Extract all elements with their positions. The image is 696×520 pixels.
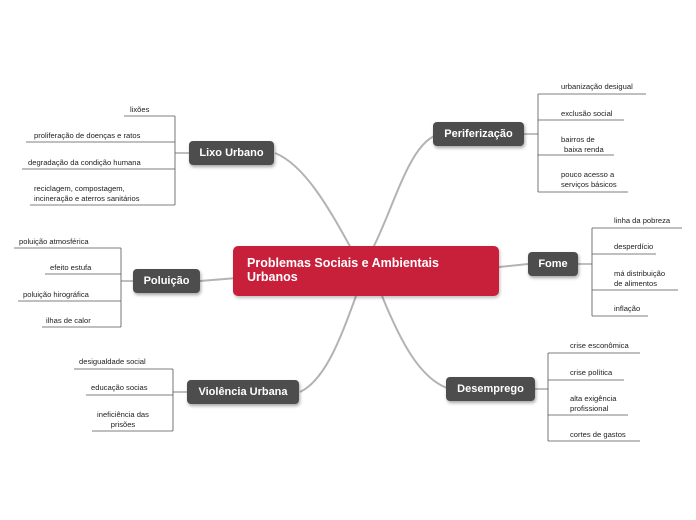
- leaf-line: má distribuição: [614, 269, 666, 278]
- leaf-pouco-acesso[interactable]: [561, 170, 617, 189]
- leaf-line: ineficiência das: [97, 410, 149, 419]
- leaf-line: prisões: [110, 419, 136, 429]
- connector-violencia: [300, 296, 356, 392]
- leaf-line: incineração e aterros sanitários: [34, 193, 140, 203]
- topic-label: Lixo Urbano: [199, 147, 264, 159]
- topic-poluicao[interactable]: [133, 269, 200, 293]
- connector-periferizacao: [372, 134, 440, 250]
- leaf-urbanizacao-desigual[interactable]: urbanização desigual: [561, 82, 633, 91]
- leaf-degradacao[interactable]: degradação da condição humana: [28, 158, 141, 167]
- topic-desemprego[interactable]: [446, 377, 535, 401]
- leaf-desigualdade-social[interactable]: desigualdade social: [79, 357, 146, 366]
- leaf-alta-exigencia[interactable]: [570, 394, 616, 413]
- leaf-line: reciclagem, compostagem,: [34, 184, 125, 193]
- topic-lixo-urbano[interactable]: [189, 141, 274, 165]
- connector-poluicao: [200, 278, 237, 281]
- leaf-exclusao-social[interactable]: exclusão social: [561, 109, 613, 118]
- connector-lixo: [275, 153, 352, 250]
- topic-periferizacao[interactable]: [433, 122, 524, 146]
- connector-fome: [499, 264, 528, 267]
- leaf-crise-economica[interactable]: crise esconômica: [570, 341, 629, 350]
- central-topic[interactable]: [233, 246, 499, 296]
- topic-label: Periferização: [444, 128, 513, 140]
- leaf-desperdicio[interactable]: desperdício: [614, 242, 654, 251]
- central-title-line-1: Problemas Sociais e Ambientais: [247, 256, 439, 270]
- topic-label: Desemprego: [457, 383, 524, 395]
- central-title-line-2: Urbanos: [247, 270, 298, 284]
- leaf-poluicao-atmosferica[interactable]: poluição atmosférica: [19, 237, 89, 246]
- leaf-efeito-estufa[interactable]: efeito estufa: [50, 263, 92, 272]
- leaf-line: profissional: [570, 403, 609, 413]
- leaf-reciclagem[interactable]: [34, 184, 140, 203]
- leaf-linha-da-pobreza[interactable]: linha da pobreza: [614, 216, 671, 225]
- leaf-line: alta exigência: [570, 394, 617, 403]
- leaf-bairros-baixa-renda[interactable]: [561, 135, 604, 154]
- leaf-ma-distribuicao[interactable]: [614, 269, 665, 288]
- leaf-inflacao[interactable]: inflação: [614, 304, 641, 313]
- leaf-cortes-de-gastos[interactable]: cortes de gastos: [570, 430, 626, 439]
- leaf-proliferacao[interactable]: proliferação de doenças e ratos: [34, 131, 141, 140]
- leaf-line: bairros de: [561, 135, 595, 144]
- leaf-line: baixa renda: [564, 144, 604, 154]
- leaf-ilhas-de-calor[interactable]: ilhas de calor: [46, 316, 91, 325]
- leaf-line: de alimentos: [614, 278, 658, 288]
- leaf-ineficiencia[interactable]: [92, 410, 154, 429]
- leaf-educacao-socias[interactable]: educação socias: [91, 383, 148, 392]
- connector-desemprego: [382, 296, 450, 389]
- topic-label: Violência Urbana: [198, 386, 288, 398]
- leaf-lixoes[interactable]: lixões: [130, 105, 150, 114]
- leaf-crise-politica[interactable]: crise política: [570, 368, 613, 377]
- topic-fome[interactable]: [528, 252, 578, 276]
- topic-violencia-urbana[interactable]: [187, 380, 299, 404]
- leaf-line: serviços básicos: [561, 179, 617, 189]
- leaf-poluicao-hirografica[interactable]: poluição hirográfica: [23, 290, 89, 299]
- topic-label: Poluição: [143, 275, 190, 287]
- leaf-line: pouco acesso a: [561, 170, 615, 179]
- topic-label: Fome: [538, 258, 568, 270]
